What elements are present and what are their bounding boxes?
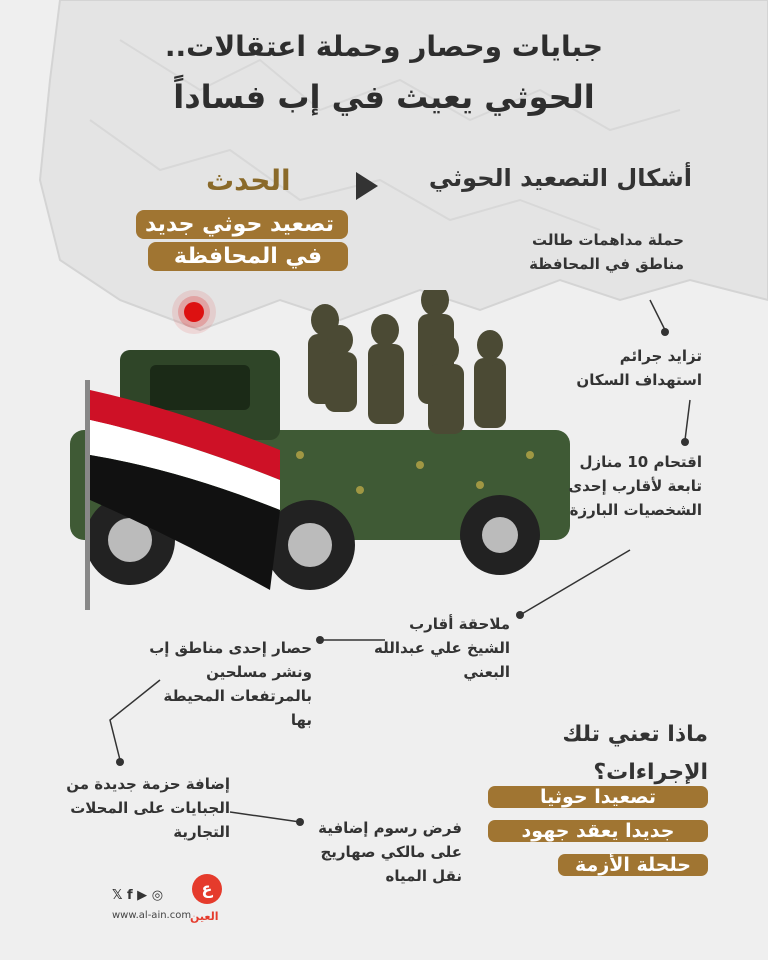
- item-homes: اقتحام 10 منازل تابعة لأقارب إحدى الشخصيات البارزة: [568, 453, 702, 519]
- answer-line3: حلحلة الأزمة: [558, 854, 708, 876]
- al-ain-logo-icon: ع: [192, 874, 222, 904]
- title-line2: الحوثي يعيث في إب فساداً: [173, 78, 595, 116]
- item-crimes: تزايد جرائم استهداف السكان: [576, 347, 702, 389]
- arrow-icon: [356, 172, 378, 200]
- question-title: [498, 716, 708, 792]
- truck-with-flag-image: [40, 290, 600, 620]
- title-line1: جبايات وحصار وحملة اعتقالات..: [164, 30, 604, 63]
- event-pill-line2: في المحافظة: [148, 242, 348, 271]
- answer-line1: تصعيدا حوثيا: [488, 786, 708, 808]
- event-pill-line1: تصعيد حوثي جديد: [136, 210, 348, 239]
- item-levies: إضافة حزمة جديدة من الجبايات على المحلات التجارية: [66, 775, 230, 841]
- question-line1: ماذا تعني تلك: [562, 722, 708, 747]
- event-title: الحدث: [206, 164, 291, 197]
- logo-name: العين: [190, 910, 219, 923]
- answer-line2: جديدا يعقد جهود: [488, 820, 708, 842]
- question-line2: الإجراءات؟: [593, 760, 708, 785]
- social-icons[interactable]: 𝕏 f ▶ ◎: [112, 888, 164, 903]
- item-siege: حصار إحدى مناطق إب ونشر مسلحين بالمرتفعات المحيطة بها: [149, 639, 312, 729]
- item-raid: حملة مداهمات طالت مناطق في المحافظة: [529, 231, 684, 273]
- site-url[interactable]: www.al-ain.com: [112, 910, 192, 921]
- item-fees: فرض رسوم إضافية على مالكي صهاريج نقل المياه: [318, 819, 462, 885]
- item-pursuit: ملاحقة أقارب الشيخ علي عبدالله البعني: [374, 615, 510, 681]
- forms-title: أشكال التصعيد الحوثي: [428, 164, 692, 192]
